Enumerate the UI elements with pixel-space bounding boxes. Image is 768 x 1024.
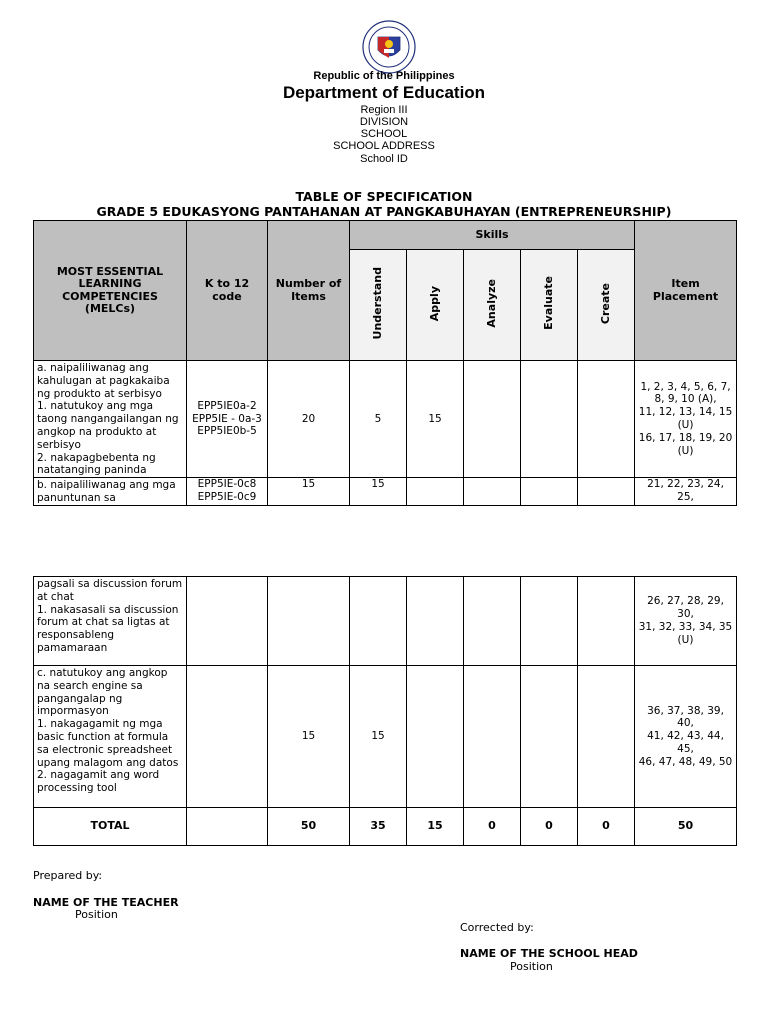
row-apply xyxy=(407,577,464,666)
division-label: DIVISION xyxy=(359,116,409,128)
row-create xyxy=(578,478,635,506)
row-placement: 1, 2, 3, 4, 5, 6, 7, 8, 9, 10 (A), 11, 12, 13, 14, 15 (U) 16, 17, 18, 19, 20 (U) xyxy=(635,361,737,478)
school-head-name: NAME OF THE SCHOOL HEAD xyxy=(460,947,638,960)
row-items: 20 xyxy=(268,361,350,478)
row-create xyxy=(578,361,635,478)
header-number-items: Number of Items xyxy=(268,221,350,361)
row-items: 15 xyxy=(268,666,350,808)
total-create: 0 xyxy=(578,808,635,846)
tos-title: TABLE OF SPECIFICATION xyxy=(295,189,473,204)
row-code: EPP5IE-0c8 EPP5IE-0c9 xyxy=(187,478,268,506)
school-head-position: Position xyxy=(510,960,553,973)
header-skill-evaluate: Evaluate xyxy=(521,250,578,361)
row-evaluate xyxy=(521,478,578,506)
row-understand: 15 xyxy=(350,666,407,808)
teacher-name: NAME OF THE TEACHER xyxy=(33,896,179,909)
row-placement: 36, 37, 38, 39, 40, 41, 42, 43, 44, 45, 46, 47, 48, 49, 50 xyxy=(635,666,737,808)
row-evaluate xyxy=(521,577,578,666)
row-competency: b. naipaliliwanag ang mga panuntunan sa xyxy=(34,478,187,506)
row-apply xyxy=(407,666,464,808)
header-skill-analyze: Analyze xyxy=(464,250,521,361)
table-row xyxy=(34,666,737,808)
row-create xyxy=(578,577,635,666)
row-code xyxy=(187,577,268,666)
header-item-placement: Item Placement xyxy=(635,221,737,361)
corrected-by-label: Corrected by: xyxy=(460,921,534,934)
header-melcs: MOST ESSENTIAL LEARNING COMPETENCIES (MELCs) xyxy=(34,221,187,361)
total-row xyxy=(34,808,737,846)
row-competency: pagsali sa discussion forum at chat 1. nakasasali sa discussion forum at chat sa ligtas at responsableng pamamaraan xyxy=(34,577,187,666)
total-label: TOTAL xyxy=(34,808,187,846)
header-code: K to 12 code xyxy=(187,221,268,361)
row-analyze xyxy=(464,666,521,808)
total-code xyxy=(187,808,268,846)
department-title: Department of Education xyxy=(282,83,486,102)
row-evaluate xyxy=(521,666,578,808)
tos-table-continued xyxy=(33,576,737,846)
region-label: Region III xyxy=(360,104,408,116)
row-analyze xyxy=(464,577,521,666)
row-code xyxy=(187,666,268,808)
republic-label: Republic of the Philippines xyxy=(313,70,455,82)
total-apply: 15 xyxy=(407,808,464,846)
school-id-label: School ID xyxy=(360,153,408,165)
row-code: EPP5IE0a-2 EPP5IE - 0a-3 EPP5IE0b-5 xyxy=(187,361,268,478)
header-skill-apply: Apply xyxy=(407,250,464,361)
total-placement: 50 xyxy=(635,808,737,846)
row-apply xyxy=(407,478,464,506)
prepared-by-label: Prepared by: xyxy=(33,869,103,882)
row-understand xyxy=(350,577,407,666)
total-understand: 35 xyxy=(350,808,407,846)
row-understand: 5 xyxy=(350,361,407,478)
row-analyze xyxy=(464,478,521,506)
deped-seal-icon xyxy=(362,20,416,74)
table-row xyxy=(34,577,737,666)
table-row xyxy=(34,361,737,478)
total-evaluate: 0 xyxy=(521,808,578,846)
row-competency: a. naipaliliwanag ang kahulugan at pagkakaiba ng produkto at serbisyo 1. natutukoy ang mga taong nangangailangan ng angkop na produkto at serbisyo 2. nakapagbebenta ng natatanging paninda xyxy=(34,361,187,478)
header-skill-understand: Understand xyxy=(350,250,407,361)
table-row xyxy=(34,478,737,506)
row-apply: 15 xyxy=(407,361,464,478)
school-label: SCHOOL xyxy=(360,128,408,140)
row-analyze xyxy=(464,361,521,478)
tos-subtitle: GRADE 5 EDUKASYONG PANTAHANAN AT PANGKABUHAYAN (ENTREPRENEURSHIP) xyxy=(96,204,672,219)
total-items: 50 xyxy=(268,808,350,846)
school-address-label: SCHOOL ADDRESS xyxy=(333,140,435,152)
teacher-position: Position xyxy=(75,908,118,921)
row-placement: 26, 27, 28, 29, 30, 31, 32, 33, 34, 35 (U) xyxy=(635,577,737,666)
total-analyze: 0 xyxy=(464,808,521,846)
row-evaluate xyxy=(521,361,578,478)
row-competency: c. natutukoy ang angkop na search engine sa pangangalap ng impormasyon 1. nakagagamit ng mga basic function at formula sa electronic spreadsheet upang malagom ang datos 2. nagagamit ang word processing tool xyxy=(34,666,187,808)
row-understand: 15 xyxy=(350,478,407,506)
row-items: 15 xyxy=(268,478,350,506)
tos-table xyxy=(33,220,737,506)
header-skill-create: Create xyxy=(578,250,635,361)
header-skills: Skills xyxy=(350,221,635,250)
row-create xyxy=(578,666,635,808)
row-items xyxy=(268,577,350,666)
row-placement: 21, 22, 23, 24, 25, xyxy=(635,478,737,506)
